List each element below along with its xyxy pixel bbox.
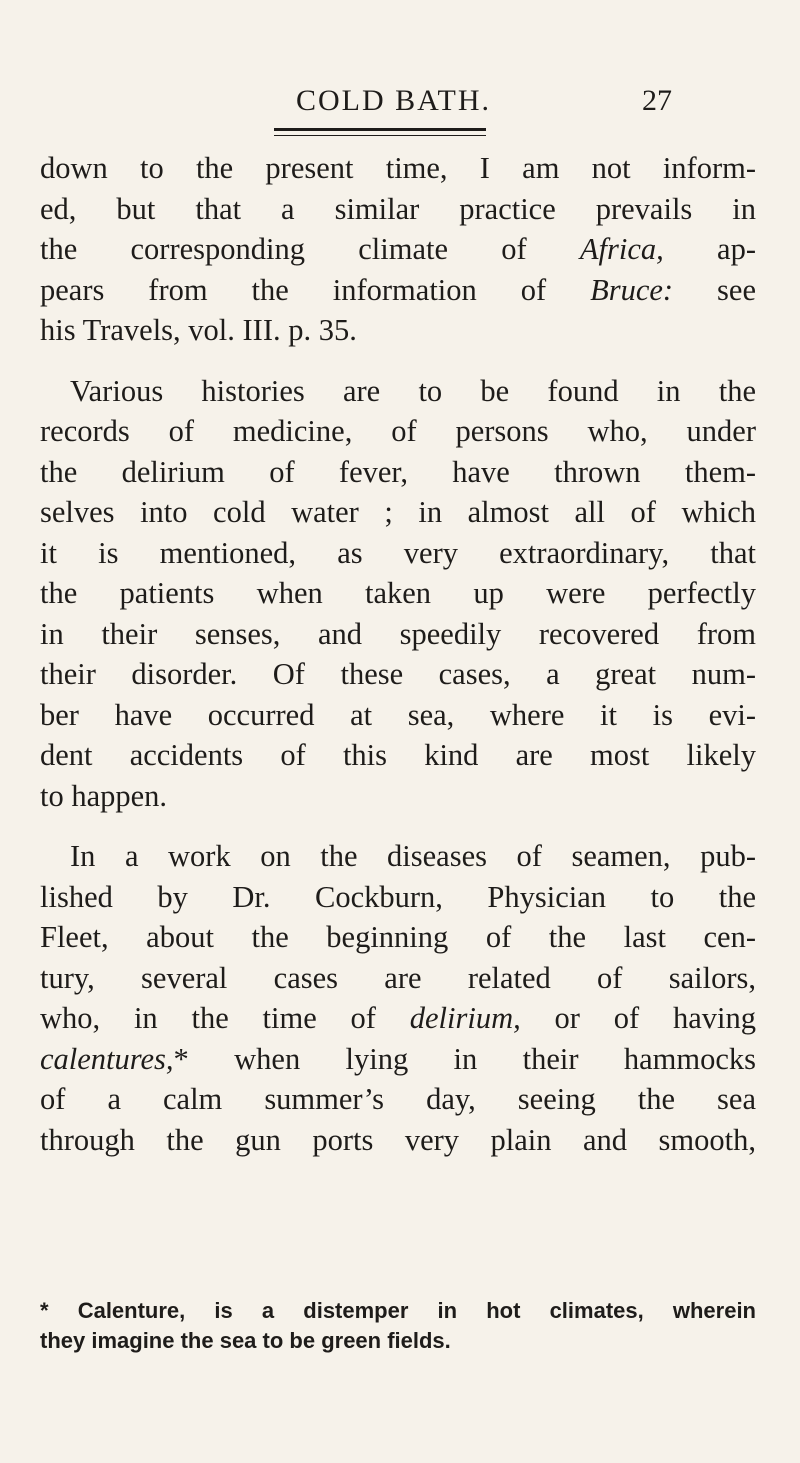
page-number: 27 xyxy=(642,84,672,117)
text-line: their disorder. Of these cases, a great num- xyxy=(40,657,756,691)
text-line: the delirium of fever, have thrown them- xyxy=(40,454,756,489)
italic-africa: Africa, xyxy=(579,232,664,266)
paragraph-1 xyxy=(40,148,756,351)
text-line: records of medicine, of persons who, under xyxy=(40,414,756,448)
text-line: Fleet, about the beginning of the last cen- xyxy=(40,920,756,954)
header-rule xyxy=(274,128,486,136)
text-line: tury, several cases are related of sailors, xyxy=(40,960,756,995)
text-line: down to the present time, I am not inform- xyxy=(40,151,756,185)
text-span: ap- xyxy=(663,232,756,266)
text-line: through the gun ports very plain and smooth, xyxy=(40,1122,756,1157)
text-span: or of having xyxy=(520,1001,756,1035)
text-line: dent accidents of this kind are most likely xyxy=(40,738,756,772)
text-line: Various histories are to be found in the xyxy=(70,373,756,408)
text-span: pears from the information of xyxy=(40,272,591,307)
text-span: the corresponding climate of xyxy=(40,232,580,266)
text-line: to happen. xyxy=(40,778,168,813)
text-line: of a calm summer’s day, seeing the sea xyxy=(40,1082,756,1116)
footnote-line: * Calenture, is a distemper in hot climates, wherein xyxy=(40,1298,756,1323)
text-line: ber have occurred at sea, where it is evi- xyxy=(40,697,756,732)
text-line xyxy=(40,998,756,1039)
footnote-line: they imagine the sea to be green fields. xyxy=(40,1328,451,1353)
text-line xyxy=(40,229,756,270)
paragraph-3 xyxy=(40,836,756,1160)
italic-delirium: delirium, xyxy=(409,1001,521,1035)
paragraph-gap xyxy=(40,816,756,836)
text-line: lished by Dr. Cockburn, Physician to the xyxy=(40,879,756,914)
text-span: who, in the time of xyxy=(40,1001,410,1035)
running-title: COLD BATH. xyxy=(296,84,492,117)
text-span: see xyxy=(673,272,756,307)
text-line xyxy=(40,270,756,311)
page-header xyxy=(0,84,800,128)
text-line: in their senses, and speedily recovered from xyxy=(40,616,756,651)
text-line: In a work on the diseases of seamen, pub- xyxy=(70,839,756,873)
text-line: his Travels, vol. III. p. 35. xyxy=(40,313,357,347)
text-line: it is mentioned, as very extraordinary, that xyxy=(40,535,756,570)
paragraph-2 xyxy=(40,371,756,817)
text-line xyxy=(40,1039,756,1080)
footnote xyxy=(40,1296,756,1356)
paragraph-gap xyxy=(40,351,756,371)
text-span: * when lying in their hammocks xyxy=(173,1041,756,1076)
body-text xyxy=(40,148,756,1160)
italic-bruce: Bruce: xyxy=(590,272,674,307)
text-line: the patients when taken up were perfectly xyxy=(40,576,756,610)
text-line: ed, but that a similar practice prevails in xyxy=(40,191,756,226)
text-line: selves into cold water ; in almost all of which xyxy=(40,495,756,529)
italic-calentures: calentures, xyxy=(40,1041,174,1076)
